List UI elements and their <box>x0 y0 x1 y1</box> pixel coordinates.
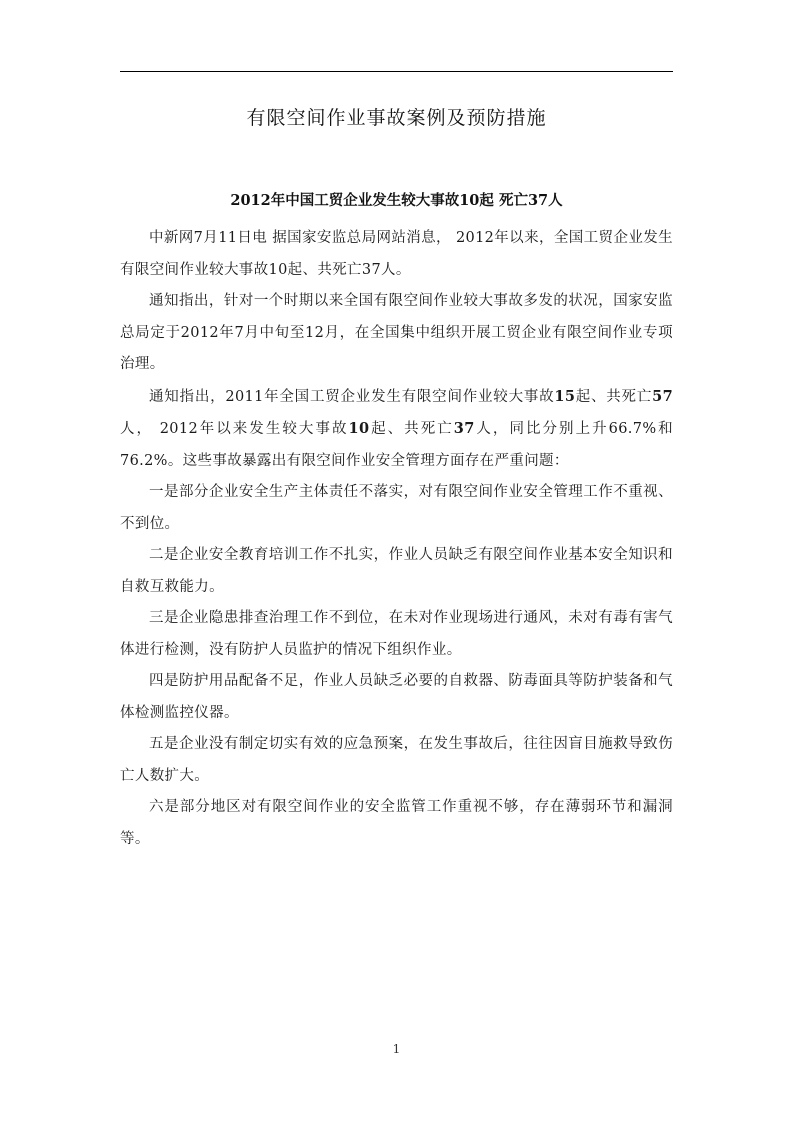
header-rule <box>120 71 673 72</box>
paragraph <box>120 540 673 603</box>
paragraph <box>120 666 673 729</box>
text-run: 中新网7月11日电 据国家安监总局网站消息， 2012年以来，全国工贸企业发生有限空间作业较大事故10起、共死亡37人。 <box>120 230 673 278</box>
paragraph <box>120 729 673 792</box>
text-run: 起、共死亡 <box>575 388 653 405</box>
text-run: 人，同比分别上升66.7%和76.2%。这些事故暴露出有限空间作业安全管理方面存在严重问题： <box>120 421 674 469</box>
paragraph <box>120 286 673 381</box>
text-run: 通知指出，针对一个时期以来全国有限空间作业较大事故多发的状况，国家安监总局定于2012年7月中旬至12月，在全国集中组织开展工贸企业有限空间作业专项治理。 <box>120 293 673 372</box>
text-run: 通知指出，2011年全国工贸企业发生有限空间作业较大事故 <box>149 388 555 405</box>
section-subtitle: 2012年中国工贸企业发生较大事故10起 死亡37人 <box>230 192 563 209</box>
document-body <box>120 223 673 855</box>
paragraph <box>120 603 673 666</box>
text-run: 六是部分地区对有限空间作业的安全监管工作重视不够，存在薄弱环节和漏洞等。 <box>120 799 673 847</box>
text-run: 二是企业安全教育培训工作不扎实，作业人员缺乏有限空间作业基本安全知识和自救互救能力。 <box>120 547 673 595</box>
text-run: 一是部分企业安全生产主体责任不落实，对有限空间作业安全管理工作不重视、不到位。 <box>120 484 673 532</box>
bold-figure: 15 <box>554 387 576 405</box>
bold-figure: 10 <box>348 420 370 437</box>
text-run: 起、共死亡 <box>369 421 454 437</box>
bold-figure: 37 <box>453 420 475 437</box>
paragraph <box>120 381 673 478</box>
paragraph <box>120 477 673 540</box>
page-number: 1 <box>392 1042 401 1056</box>
text-run: 四是防护用品配备不足，作业人员缺乏必要的自救器、防毒面具等防护装备和气体检测监控仪器。 <box>120 673 673 721</box>
paragraph <box>120 223 673 286</box>
text-run: 五是企业没有制定切实有效的应急预案，在发生事故后，往往因盲目施救导致伤亡人数扩大。 <box>120 736 673 784</box>
paragraph <box>120 792 673 855</box>
bold-figure: 57 <box>652 387 674 405</box>
text-run: 人， 2012年以来发生较大事故 <box>120 421 349 437</box>
text-run: 三是企业隐患排查治理工作不到位，在未对作业现场进行通风，未对有毒有害气体进行检测，没有防护人员监护的情况下组织作业。 <box>120 610 673 658</box>
document-title: 有限空间作业事故案例及预防措施 <box>246 107 547 129</box>
